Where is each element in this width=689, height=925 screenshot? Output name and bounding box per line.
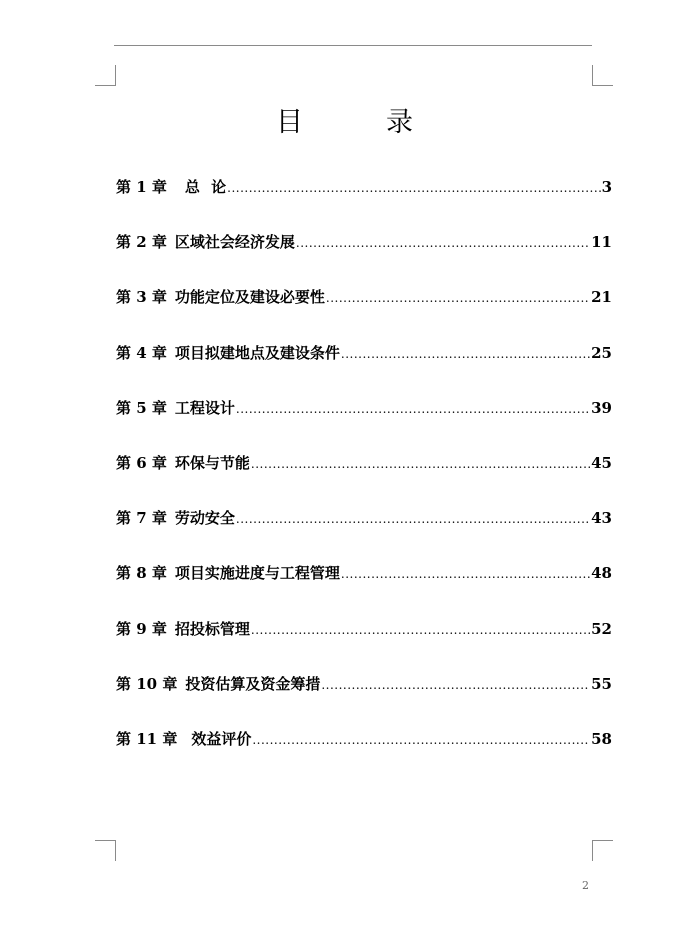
toc-chapter-number: 第 7 章 bbox=[116, 509, 167, 528]
toc-page-number: 58 bbox=[591, 729, 612, 748]
toc-chapter-title: 劳动安全 bbox=[174, 509, 235, 528]
crop-mark-top-right bbox=[592, 65, 613, 86]
toc-chapter-title: 项目拟建地点及建设条件 bbox=[174, 343, 340, 362]
toc-chapter-number: 第 10 章 bbox=[116, 674, 178, 693]
toc-dot-leader bbox=[296, 236, 590, 250]
toc-chapter-number: 第 1 章 bbox=[116, 178, 167, 196]
toc-page-number: 11 bbox=[591, 233, 612, 252]
toc-dot-leader bbox=[227, 181, 600, 195]
toc-chapter-number: 第 2 章 bbox=[116, 233, 167, 252]
toc-entry-1[interactable] bbox=[116, 176, 612, 231]
toc-chapter-number: 第 8 章 bbox=[116, 564, 167, 583]
toc-dot-leader bbox=[321, 678, 590, 692]
header-rule bbox=[114, 45, 592, 46]
toc-entry-10[interactable] bbox=[116, 673, 612, 728]
toc-chapter-number: 第 9 章 bbox=[116, 619, 167, 638]
crop-mark-bottom-right bbox=[592, 840, 613, 861]
toc-dot-leader bbox=[252, 733, 590, 747]
toc-dot-leader bbox=[251, 457, 590, 471]
toc-page-number: 21 bbox=[591, 288, 612, 307]
toc-chapter-title: 招投标管理 bbox=[174, 619, 250, 638]
toc-page-number: 25 bbox=[591, 343, 612, 362]
toc-page-number: 3 bbox=[601, 178, 612, 196]
toc-chapter-number: 第 5 章 bbox=[116, 398, 167, 417]
toc-entry-7[interactable] bbox=[116, 507, 612, 562]
toc-entry-8[interactable] bbox=[116, 562, 612, 617]
toc-entry-6[interactable] bbox=[116, 452, 612, 507]
crop-mark-bottom-left bbox=[95, 840, 116, 861]
page-title: 目 录 bbox=[276, 107, 441, 138]
toc-dot-leader bbox=[341, 347, 590, 361]
toc-chapter-title: 工程设计 bbox=[174, 398, 235, 417]
toc-chapter-title: 投资估算及资金筹措 bbox=[185, 674, 321, 693]
toc-entry-3[interactable] bbox=[116, 286, 612, 341]
toc-entry-11[interactable] bbox=[116, 728, 612, 783]
toc-chapter-title: 区域社会经济发展 bbox=[174, 233, 295, 252]
toc-chapter-title: 总 论 bbox=[184, 178, 227, 196]
toc-entry-4[interactable] bbox=[116, 342, 612, 397]
toc-chapter-number: 第 11 章 bbox=[116, 729, 178, 748]
toc-page-number: 52 bbox=[591, 619, 612, 638]
crop-mark-top-left bbox=[95, 65, 116, 86]
toc-chapter-title: 效益评价 bbox=[191, 729, 252, 748]
toc-page-number: 45 bbox=[591, 453, 612, 472]
toc-dot-leader bbox=[326, 291, 590, 305]
toc-entry-9[interactable] bbox=[116, 618, 612, 673]
footer-page-number: 2 bbox=[582, 879, 589, 892]
toc-chapter-number: 第 4 章 bbox=[116, 343, 167, 362]
toc-dot-leader bbox=[236, 402, 590, 416]
toc-dot-leader bbox=[251, 623, 590, 637]
toc-chapter-title: 环保与节能 bbox=[174, 453, 250, 472]
toc-page-number: 48 bbox=[591, 564, 612, 583]
toc-chapter-title: 功能定位及建设必要性 bbox=[174, 288, 325, 307]
toc-chapter-number: 第 6 章 bbox=[116, 453, 167, 472]
toc-page-number: 55 bbox=[591, 674, 612, 693]
toc-entry-5[interactable] bbox=[116, 397, 612, 452]
toc-dot-leader bbox=[341, 567, 590, 581]
toc-entry-2[interactable] bbox=[116, 231, 612, 286]
toc-page-number: 43 bbox=[591, 509, 612, 528]
toc-chapter-number: 第 3 章 bbox=[116, 288, 167, 307]
toc-page-number: 39 bbox=[591, 398, 612, 417]
table-of-contents bbox=[116, 176, 612, 783]
toc-dot-leader bbox=[236, 512, 590, 526]
toc-chapter-title: 项目实施进度与工程管理 bbox=[174, 564, 340, 583]
